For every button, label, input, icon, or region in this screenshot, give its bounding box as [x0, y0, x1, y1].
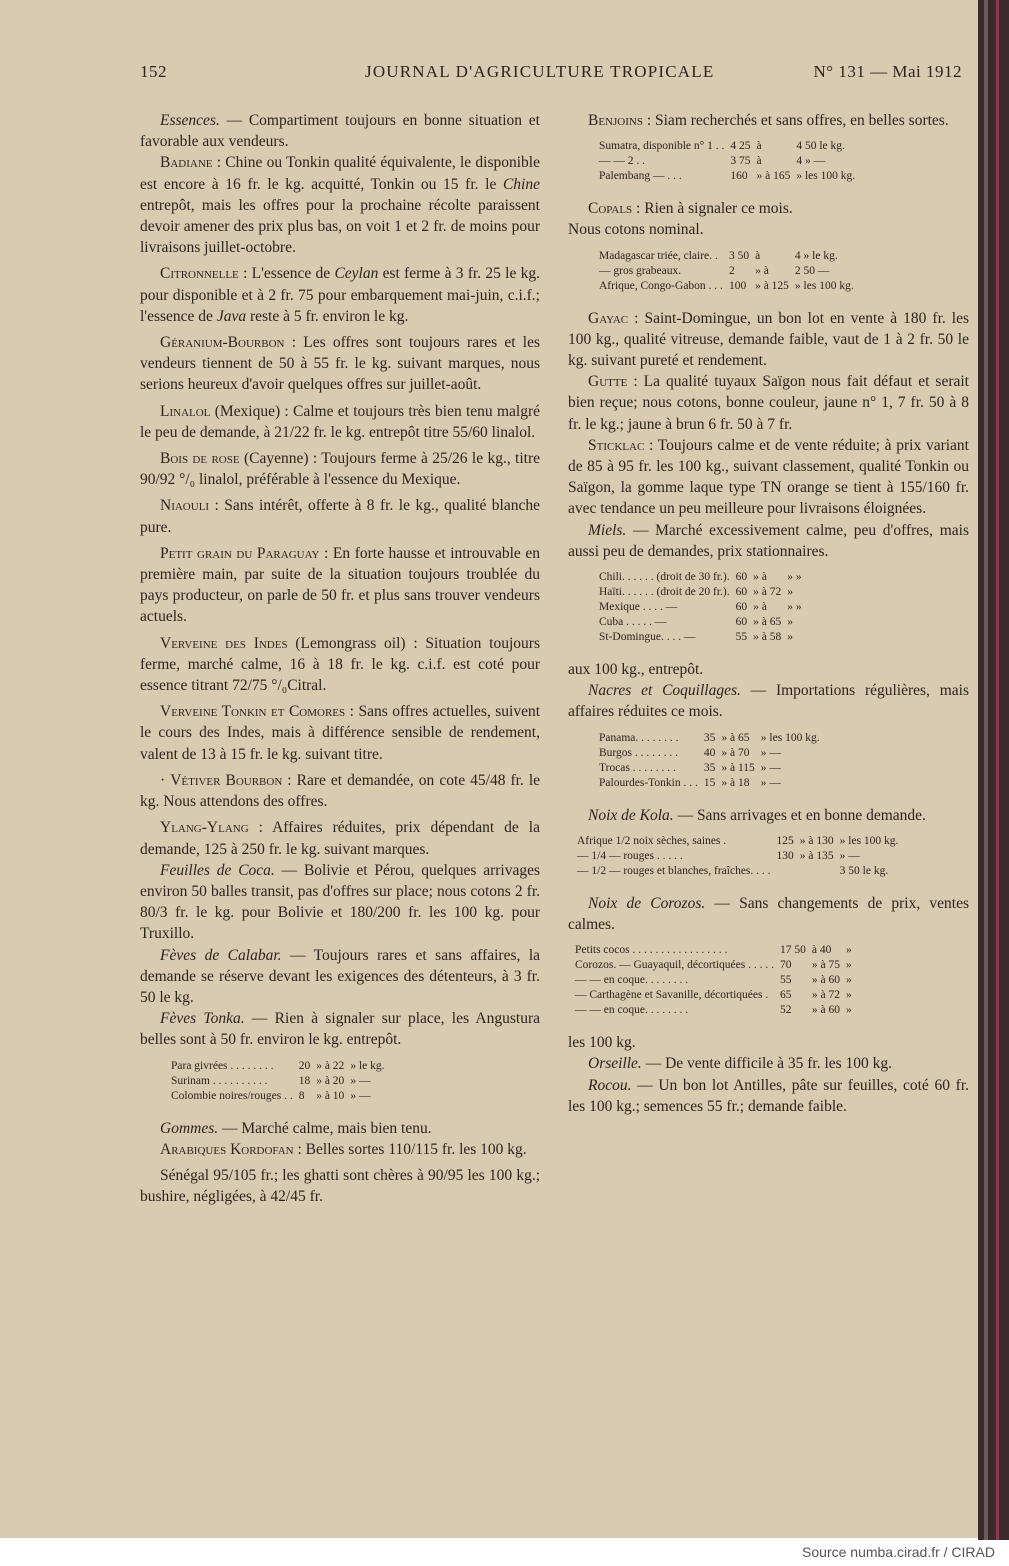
table-row: Burgos . . . . . . . . 40 » à 70 » —	[599, 746, 781, 759]
paragraph-benjoins: Benjoins : Siam recherchés et sans offres, en belles sortes.	[588, 112, 949, 129]
source-bar	[0, 1540, 1009, 1566]
table-row: Trocas . . . . . . . . 35 » à 115 » —	[599, 761, 781, 774]
paragraph-vetiver: · Vétiver Bourbon : Rare et demandée, on cote 45/48 fr. le kg. Nous attendons des offres.	[140, 771, 541, 811]
table-row: Corozos. — Guayaquil, décortiquées . . . . . 70 » à 75 »	[575, 959, 852, 972]
table-row: — Carthagène et Savanille, décortiquées . 65 » à 72 »	[575, 989, 852, 1002]
table-row: Cuba . . . . . — 60 » à 65 »	[599, 616, 793, 629]
paragraph-corozos: Noix de Corozos. — Sans changements de prix, ventes calmes.	[568, 894, 970, 934]
paragraph-feves-calabar: Fèves de Calabar. — Toujours rares et sans affaires, la demande se réserve devant les exigences des détenteurs, à 3 fr. 50 le kg.	[140, 946, 541, 1006]
left-column	[140, 110, 540, 1207]
paragraph-gayac: Gayac : Saint-Domingue, un bon lot en vente à 180 fr. les 100 kg., qualité vitreuse, demande faible, vaut de 1 à 2 fr. 50 le kg. suivant pureté et rendement.	[568, 309, 969, 370]
table-row: Panama. . . . . . . . 35 » à 65 » les 100 kg.	[599, 731, 820, 744]
table-row: — — 2 . . 3 75 à 4 » —	[599, 155, 826, 168]
page-number: 152	[140, 62, 167, 81]
table-row: Afrique, Congo-Gabon . . . 100 » à 125 » les 100 kg.	[599, 279, 854, 292]
table-row: Mexique . . . . — 60 » à » »	[599, 601, 802, 614]
table-row: Palembang — . . . 160 » à 165 » les 100 kg.	[599, 170, 856, 183]
price-table-nacres	[596, 731, 823, 791]
paragraph-gommes: Gommes. — Marché calme, mais bien tenu.	[160, 1119, 432, 1137]
paragraph-orseille: Orseille. — De vente difficile à 35 fr. les 100 kg.	[588, 1055, 893, 1073]
paragraph-linalol: Linalol (Mexique) : Calme et toujours très bien tenu malgré le peu de demande, à 21/22 fr. le kg. entrepôt titre 55/60 linalol.	[140, 402, 540, 441]
table-row: Afrique 1/2 noix sèches, saines . 125 » à 130 » les 100 kg.	[577, 834, 899, 847]
paragraph-badiane: Badiane : Chine ou Tonkin qualité équivalente, le disponible est encore à 16 fr. le kg. acquitté, Tonkin ou 15 fr. le Chine entrepôt, mais les offres pour la prochaine récolte paraissent devoir amener des prix plus bas, on voit 1 et 2 fr. de moins pour livraisons juillet-octobre.	[140, 154, 540, 257]
paragraph-feves-tonka: Fèves Tonka. — Rien à signaler sur place, les Angustura belles sont à 50 fr. environ le kg. entrepôt.	[140, 1010, 541, 1049]
source-credit: Source numba.cirad.fr / CIRAD	[802, 1544, 995, 1560]
table-row: Palourdes-Tonkin . . . 15 » à 18 » —	[599, 776, 781, 789]
paragraph-copals-nominal: Nous cotons nominal.	[568, 221, 704, 239]
paragraph-bois-de-rose: Bois de rose (Cayenne) : Toujours ferme à 25/26 le kg., titre 90/92 °/₀ linalol, préférable à l'essence du Mexique.	[140, 450, 541, 489]
paragraph-corozos-after: les 100 kg.	[568, 1034, 636, 1052]
paragraph-verveine-indes: Verveine des Indes (Lemongrass oil) : Situation toujours ferme, marché calme, 16 à 18 fr. le kg. c.i.f. est coté pour essence titrant 72/75 °/₀Citral.	[140, 634, 540, 695]
paragraph-gutte: Gutte : La qualité tuyaux Saïgon nous fait défaut et serait bien reçue; nous cotons, bonne couleur, jaune n° 1, 7 fr. 50 à 8 fr. le kg.; jaune à brun 6 fr. 50 à 7 fr.	[568, 373, 969, 433]
paragraph-nacres: Nacres et Coquillages. — Importations régulières, mais affaires réduites ce mois.	[568, 682, 969, 721]
paragraph-niaouli: Niaouli : Sans intérêt, offerte à 8 fr. le kg., qualité blanche pure.	[140, 497, 540, 536]
paragraph-arabiques: Arabiques Kordofan : Belles sortes 110/115 fr. les 100 kg.	[160, 1140, 527, 1158]
paragraph-rocou: Rocou. — Un bon lot Antilles, pâte sur feuilles, coté 60 fr. les 100 kg.; semences 55 fr.; demande faible.	[568, 1076, 969, 1115]
paragraph-miels-after: aux 100 kg., entrepôt.	[568, 661, 704, 679]
table-row: Surinam . . . . . . . . . . 18 » à 20 » —	[171, 1074, 371, 1087]
table-row: Sumatra, disponible n° 1 . . 4 25 à 4 50 le kg.	[599, 140, 845, 153]
table-row: Colombie noires/rouges . . 8 » à 10 » —	[171, 1089, 371, 1102]
price-table-benjoins	[596, 139, 858, 184]
paragraph-kola: Noix de Kola. — Sans arrivages et en bonne demande.	[588, 806, 926, 824]
price-table-miels	[596, 570, 805, 645]
paragraph-citronnelle: Citronnelle : L'essence de Ceylan est ferme à 3 fr. 25 le kg. pour disponible et à 2 fr. 75 pour embarquement mai-juin, c.i.f.; l'essence de Java reste à 5 fr. environ le kg.	[140, 265, 541, 325]
table-row: Para givrées . . . . . . . . 20 » à 22 » le kg.	[171, 1059, 385, 1072]
price-table-copals	[596, 249, 857, 294]
paragraph-feuilles-coca: Feuilles de Coca. — Bolivie et Pérou, quelques arrivages environ 50 balles transit, pas d'offres sur place; nous cotons 2 fr. 80/3 fr. le kg. pour Bolivie et 180/200 fr. les 100 kg. pour Truxillo.	[140, 861, 540, 943]
price-table-corozos	[572, 943, 855, 1018]
paragraph-petit-grain: Petit grain du Paraguay : En forte hausse et introuvable en première main, par suite de la situation toujours troublée du pays producteur, on parle de 50 fr. et plus sans trouver vendeurs actuels.	[140, 544, 540, 626]
price-table-kola	[574, 834, 901, 879]
table-row: Chili. . . . . . (droit de 30 fr.). 60 » à » »	[599, 571, 802, 584]
paragraph-sticklac: Sticklac : Toujours calme et de vente réduite; à prix variant de 85 à 95 fr. les 100 kg., suivant classement, qualité Tonkin ou Saïgon, la gomme laque type TN orange se tient à 155/160 fr. avec tendance un peu meilleure pour livraisons éloignées.	[568, 436, 969, 518]
table-row: — — en coque. . . . . . . . 55 » à 60 »	[575, 974, 852, 987]
paragraph-ylang-ylang: Ylang-Ylang : Affaires réduites, prix dépendant de la demande, 125 à 250 fr. le kg. suivant marques.	[140, 819, 540, 858]
table-row: — gros grabeaux. 2 » à 2 50 —	[599, 264, 830, 277]
issue-number: N° 131 — Mai 1912	[813, 62, 962, 81]
table-row: — 1/4 — rouges . . . . . 130 » à 135 » —	[577, 849, 860, 862]
page-header	[140, 62, 962, 88]
binding-edge	[978, 0, 1009, 1540]
table-row: Haïti. . . . . . (droit de 20 fr.). 60 » à 72 »	[599, 586, 793, 599]
paragraph-geranium: Géranium-Bourbon : Les offres sont toujours rares et les vendeurs tiennent de 50 à 55 fr. le kg. suivant marques, nous serions heureux d'avoir quelques offres sur juillet-août.	[140, 334, 540, 394]
paragraph-miels: Miels. — Marché excessivement calme, peu d'offres, mais aussi peu de demandes, prix stationnaires.	[568, 521, 969, 560]
journal-title: JOURNAL D'AGRICULTURE TROPICALE	[365, 62, 715, 81]
table-row: St-Domingue. . . . — 55 » à 58 »	[599, 631, 793, 644]
table-row: Petits cocos . . . . . . . . . . . . . . . . . 17 50 à 40 »	[575, 944, 852, 957]
price-table-tonka	[168, 1059, 388, 1104]
table-row: Madagascar triée, claire. . 3 50 à 4 » le kg.	[599, 249, 838, 262]
paragraph-copals: Copals : Rien à signaler ce mois.	[588, 200, 793, 218]
paragraph-verveine-tonkin: Verveine Tonkin et Comores : Sans offres actuelles, suivent le cours des Indes, mais à différence sensible de rendement, valent de 13 à 15 fr. le kg. suivant titre.	[140, 703, 541, 763]
right-column	[568, 110, 969, 1117]
table-row: — — en coque. . . . . . . . 52 » à 60 »	[575, 1004, 852, 1017]
paragraph-essences: Essences. — Compartiment toujours en bonne situation et favorable aux vendeurs.	[140, 112, 540, 151]
table-row: — 1/2 — rouges et blanches, fraîches. . . . 3 50 le kg.	[577, 864, 889, 877]
paragraph-senegal: Sénégal 95/105 fr.; les ghatti sont chères à 90/95 les 100 kg.; bushire, négligées, à 42/45 fr.	[140, 1166, 540, 1206]
